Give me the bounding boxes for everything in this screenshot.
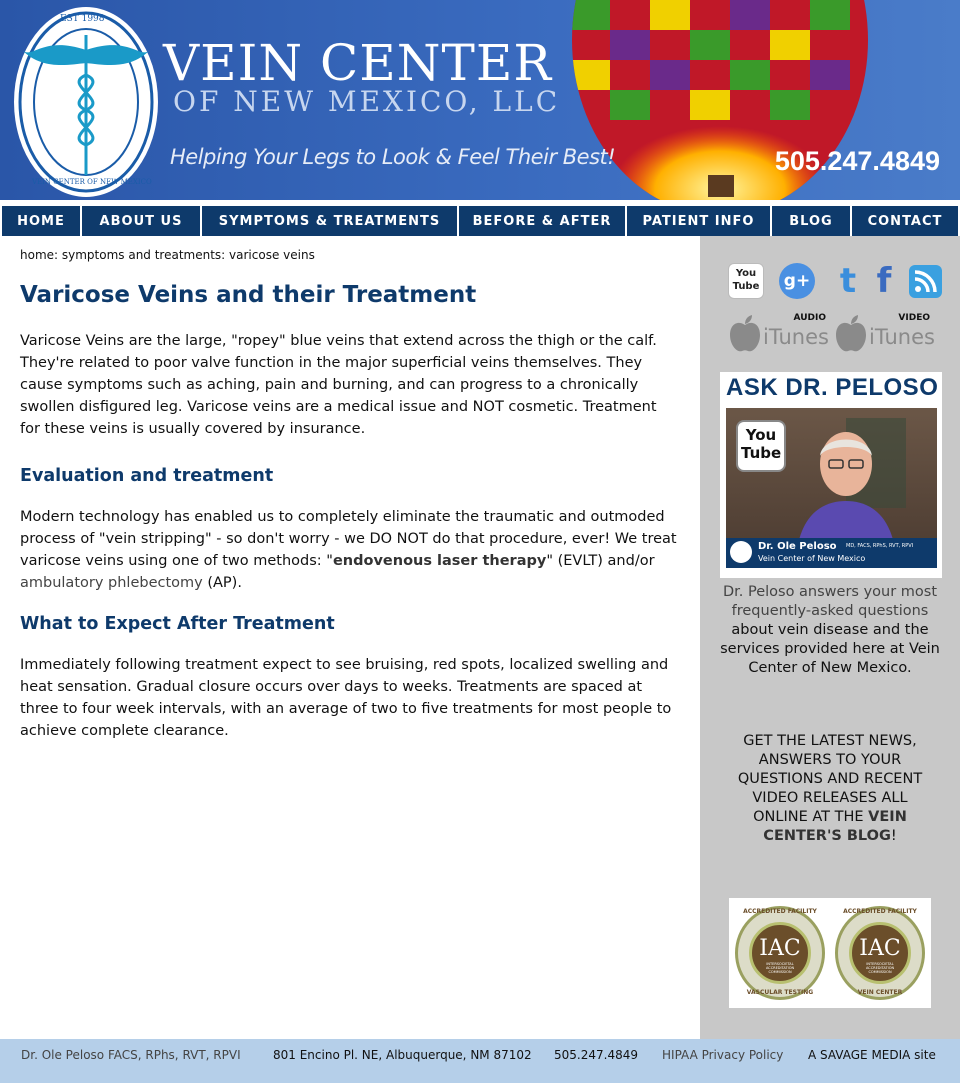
badge1-commission-text: INTERSOCIETAL ACCREDITATION COMMISSION	[765, 962, 795, 974]
evaluation-text-b: " (EVLT) and/or	[546, 553, 655, 569]
after-treatment-paragraph: Immediately following treatment expect to see bruising, red spots, localized swelling and heat sensation. Gradual closure occurs over days to weeks. Treatments are spaced at three to four week intervals, with an average of two to five treatments for most people to achieve complete clearance.	[20, 657, 672, 739]
evlt-link[interactable]: endovenous laser therapy	[332, 553, 547, 569]
apple-icon	[834, 315, 868, 353]
ask-dr-peloso-title: ASK DR. PELOSO	[726, 374, 939, 401]
itunes-audio-tag: AUDIO	[793, 313, 826, 323]
site-title: VEIN CENTER	[163, 34, 553, 92]
nav-symptoms-treatments[interactable]: SYMPTOMS & TREATMENTS	[202, 206, 457, 236]
footer-phone: 505.247.4849	[554, 1048, 638, 1062]
main-content	[20, 248, 680, 742]
blog-promo-text: GET THE LATEST NEWS, ANSWERS TO YOUR QUESTIONS AND RECENT VIDEO RELEASES ALL ONLINE AT THE	[737, 733, 923, 825]
accreditation-badges	[729, 898, 931, 1008]
sidebar	[700, 236, 960, 1039]
evaluation-paragraph	[20, 506, 680, 594]
intro-paragraph: Varicose Veins are the large, "ropey" blue veins that extend across the thigh or the calf. They're related to poor valve function in the major superficial veins themselves. They cause symptoms such as aching, pain and burning, and can progress to a chronically swollen disfigured leg. Varicose veins are a medical issue and NOT cosmetic. Treatment for these veins is usually covered by insurance.	[20, 333, 657, 437]
blog-promo	[726, 732, 934, 846]
ask-dr-peloso-box[interactable]	[720, 372, 942, 578]
nav-home[interactable]: HOME	[2, 206, 80, 236]
ask-description-text: about vein disease and the services provided here at Vein Center of New Mexico.	[720, 622, 940, 676]
nav-blog[interactable]: BLOG	[772, 206, 850, 236]
badge2-bottom-text: VEIN CENTER	[857, 989, 903, 996]
twitter-icon[interactable]: t	[839, 261, 857, 301]
dr-peloso-video-thumbnail[interactable]	[726, 408, 937, 568]
ask-caption-org: Vein Center of New Mexico	[758, 554, 866, 563]
site-tagline: Helping Your Legs to Look & Feel Their Best!	[170, 145, 616, 169]
ask-caption-creds: MD, FACS, RPhS, RVT, RPVI	[846, 543, 914, 549]
section-heading-evaluation: Evaluation and treatment	[20, 466, 274, 486]
footer-credit: A SAVAGE MEDIA site	[808, 1048, 936, 1062]
footer-doctor-link[interactable]: Dr. Ole Peloso FACS, RPhs, RVT, RPVI	[21, 1048, 241, 1062]
ask-description	[720, 583, 940, 678]
itunes-video-link[interactable]	[834, 311, 934, 353]
dr-peloso-portrait	[796, 426, 896, 556]
header-phone[interactable]: 505.247.4849	[774, 146, 940, 176]
youtube-icon[interactable]	[728, 263, 764, 299]
badge2-top-text: ACCREDITED FACILITY	[843, 908, 917, 915]
iac-vein-center-badge	[831, 900, 929, 1006]
ask-caption-bar	[726, 538, 937, 568]
site-footer	[0, 1039, 960, 1083]
iac-vascular-testing-badge	[731, 900, 829, 1006]
facebook-icon[interactable]: f	[876, 261, 892, 301]
itunes-audio-label: iTunes	[763, 325, 829, 349]
youtube-icon-label: You Tube	[732, 268, 760, 292]
apple-icon	[728, 315, 762, 353]
google-plus-icon[interactable]: g+	[779, 263, 815, 299]
site-subtitle: OF NEW MEXICO, LLC	[173, 85, 561, 118]
logo-ring-text: VEIN CENTER OF NEW MEXICO	[32, 178, 152, 186]
youtube-icon	[736, 420, 786, 472]
logo-est-text: EST 1998	[60, 14, 105, 24]
page-title: Varicose Veins and their Treatment	[20, 282, 477, 308]
itunes-video-tag: VIDEO	[898, 313, 930, 323]
badge1-bottom-text: VASCULAR TESTING	[746, 989, 814, 996]
evaluation-text-a: Modern technology has enabled us to completely eliminate the traumatic and outmoded process of "vein stripping" - so don't worry - we DO NOT do that procedure, ever! We treat varicose veins using one of two methods: "	[20, 509, 677, 569]
evaluation-text-c: (AP).	[202, 575, 242, 591]
badge1-iac-text: IAC	[759, 936, 801, 961]
badge2-commission-text: INTERSOCIETAL ACCREDITATION COMMISSION	[865, 962, 895, 974]
faq-link[interactable]: Dr. Peloso answers your most frequently-asked questions	[722, 584, 938, 619]
vein-center-logo	[12, 5, 160, 199]
main-nav	[0, 204, 960, 236]
itunes-audio-link[interactable]	[728, 311, 828, 353]
ask-caption-name: Dr. Ole Peloso	[758, 541, 837, 552]
badge1-top-text: ACCREDITED FACILITY	[743, 908, 817, 915]
phlebectomy-link[interactable]: ambulatory phlebectomy	[20, 575, 203, 591]
nav-contact[interactable]: CONTACT	[852, 206, 958, 236]
site-header	[0, 0, 960, 200]
nav-patient-info[interactable]: PATIENT INFO	[627, 206, 770, 236]
itunes-video-label: iTunes	[869, 325, 935, 349]
section-heading-after-treatment: What to Expect After Treatment	[20, 614, 335, 634]
nav-about-us[interactable]: ABOUT US	[82, 206, 200, 236]
ask-youtube-label: You Tube	[741, 426, 782, 462]
rss-icon[interactable]	[909, 265, 942, 298]
nav-before-after[interactable]: BEFORE & AFTER	[459, 206, 625, 236]
blog-link[interactable]: VEIN CENTER'S BLOG	[763, 809, 907, 844]
breadcrumb: home: symptoms and treatments: varicose veins	[20, 248, 315, 262]
blog-promo-end: !	[890, 828, 897, 844]
badge2-iac-text: IAC	[859, 936, 901, 961]
footer-privacy-link[interactable]: HIPAA Privacy Policy	[662, 1048, 784, 1062]
footer-address: 801 Encino Pl. NE, Albuquerque, NM 87102	[273, 1048, 532, 1062]
